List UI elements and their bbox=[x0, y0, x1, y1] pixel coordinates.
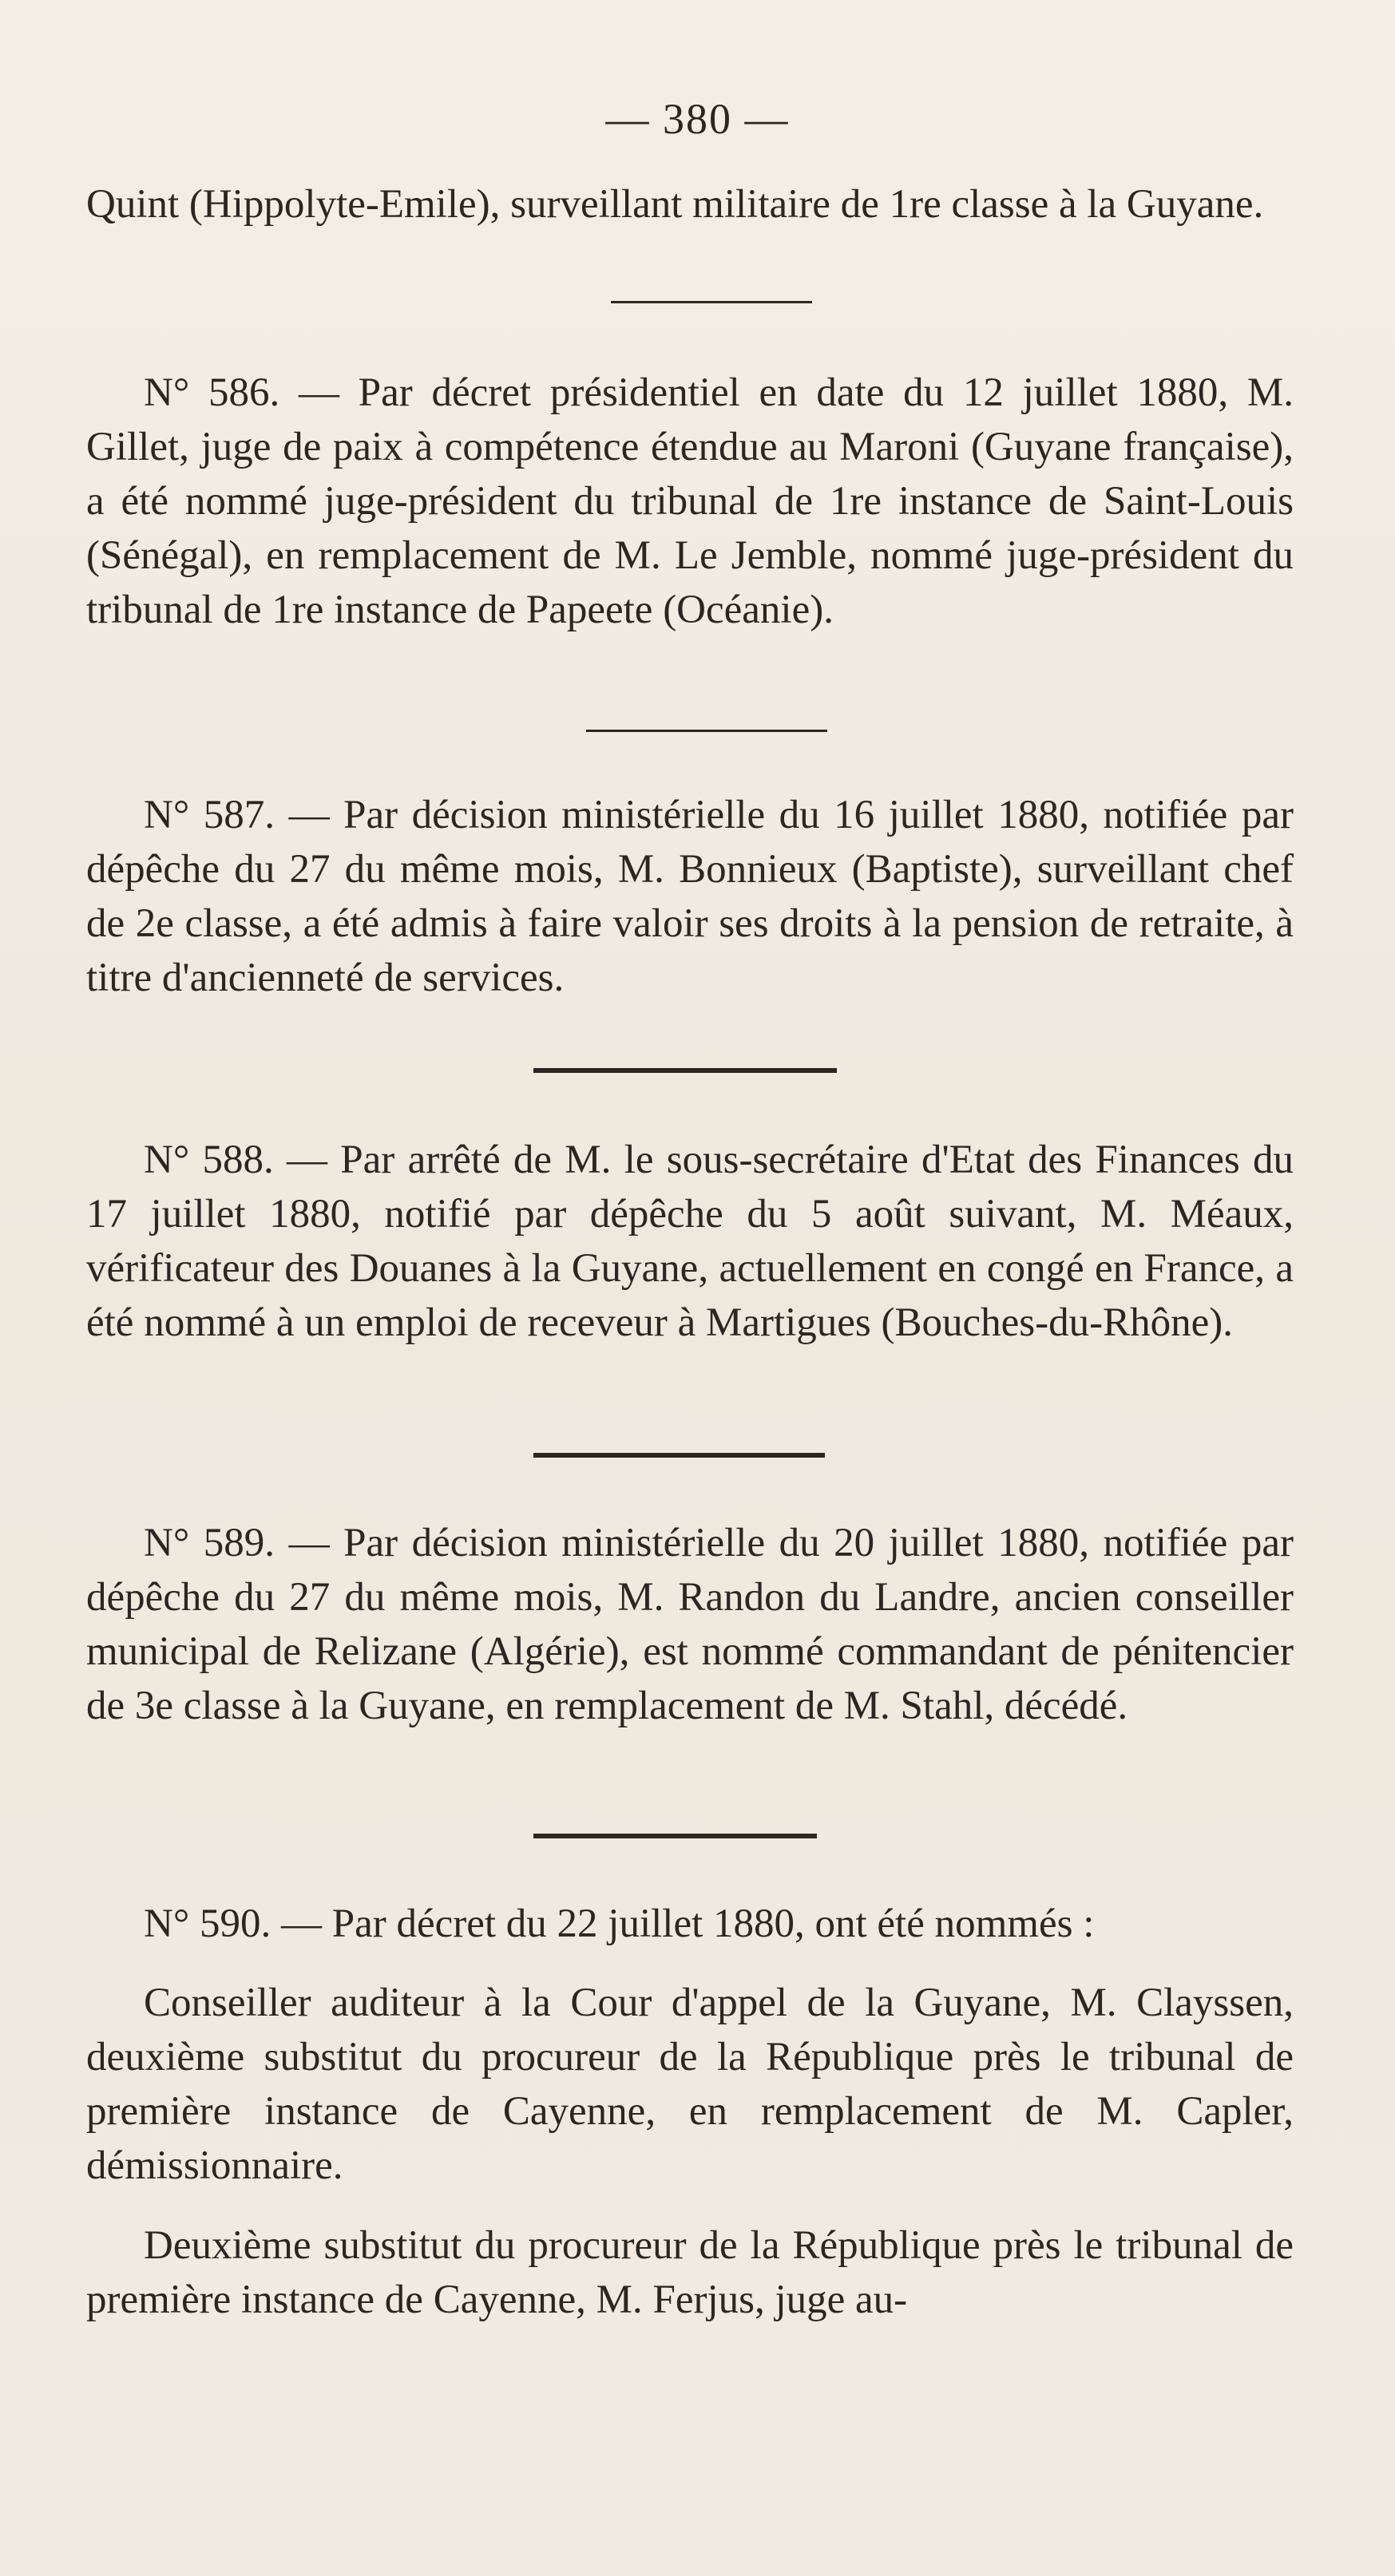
page-number: — 380 — bbox=[605, 95, 790, 143]
separator-rule bbox=[533, 1834, 817, 1838]
entry-586: N° 586. — Par décret présidentiel en date du 12 juillet 1880, M. Gillet, juge de paix à compétence étendue au Maroni (Guyane française), a été nommé juge-président du tribunal de 1re instance de Saint-Louis (Sénégal), en remplacement de M. Le Jemble, nommé juge-président du tribunal de 1re instance de Papeete (Océanie). bbox=[86, 370, 1294, 632]
entry-quint: Quint (Hippolyte-Emile), surveillant militaire de 1re classe à la Guyane. bbox=[86, 182, 1264, 227]
separator-rule bbox=[533, 1068, 837, 1073]
separator-rule bbox=[533, 1453, 825, 1458]
separator-rule bbox=[586, 730, 827, 732]
entry-588: N° 588. — Par arrêté de M. le sous-secrétaire d'Etat des Finances du 17 juillet 1880, notifié par dépêche du 5 août suivant, M. Méaux, vérificateur des Douanes à la Guyane, actuellement en congé en France, a été nommé à un emploi de receveur à Martigues (Bouches-du-Rhône). bbox=[86, 1138, 1294, 1345]
entry-589: N° 589. — Par décision ministérielle du 20 juillet 1880, notifiée par dépêche du 27 du même mois, M. Randon du Landre, ancien conseiller municipal de Relizane (Algérie), est nommé commandant de pénitencier de 3e classe à la Guyane, en remplacement de M. Stahl, décédé. bbox=[86, 1521, 1294, 1728]
entry-590: N° 590. — Par décret du 22 juillet 1880, ont été nommés : bbox=[144, 1901, 1095, 1946]
entry-590-appointment-2: Deuxième substitut du procureur de la République près le tribunal de première instance de Cayenne, M. Ferjus, juge au- bbox=[86, 2223, 1294, 2322]
entry-587: N° 587. — Par décision ministérielle du 16 juillet 1880, notifiée par dépêche du 27 du même mois, M. Bonnieux (Baptiste), surveillant chef de 2e classe, a été admis à faire valoir ses droits à la pension de retraite, à titre d'ancienneté de services. bbox=[86, 793, 1294, 1000]
entry-590-appointment-1: Conseiller auditeur à la Cour d'appel de la Guyane, M. Clayssen, deuxième substitut du procureur de la République près le tribunal de première instance de Cayenne, en remplacement de M. Capler, démissionnaire. bbox=[86, 1980, 1294, 2188]
separator-rule bbox=[611, 301, 812, 303]
